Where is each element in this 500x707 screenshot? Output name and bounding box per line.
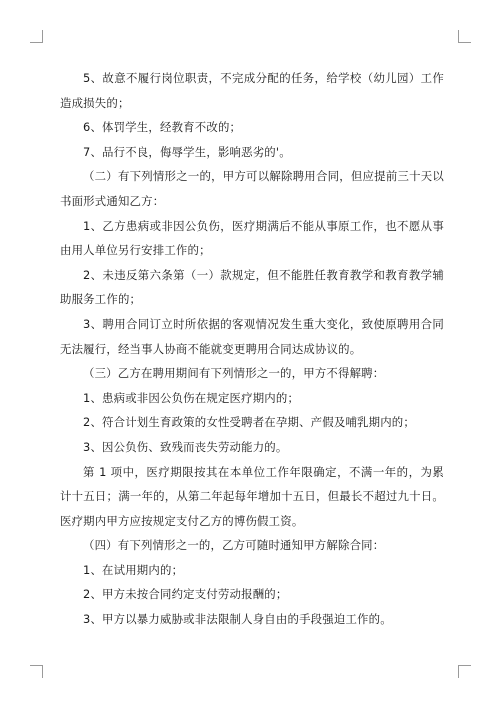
paragraph-item-6: 6、体罚学生，经教育不改的； <box>83 120 242 135</box>
paragraph-s2-item-1: 1、乙方患病或非因公负伤，医疗期满后不能从事原工作，也不愿从事由用人单位另行安排工作的； <box>60 218 444 258</box>
paragraph-s3-item-3: 3、因公负伤、致残而丧失劳动能力的。 <box>83 439 288 454</box>
crop-mark-top-right <box>458 30 471 43</box>
paragraph-s3-item-2: 2、符合计划生育政策的女性受聘者在孕期、产假及哺乳期内的； <box>83 415 415 430</box>
paragraph-s2-item-3: 3、聘用合同订立时所依据的客观情况发生重大变化，致使原聘用合同无法履行，经当事人协商不能就变更聘用合同达成协议的。 <box>60 316 444 356</box>
crop-mark-bottom-left <box>30 665 43 678</box>
paragraph-s2-item-2: 2、未违反第六条第（一）款规定，但不能胜任教育教学和教育教学辅助服务工作的； <box>60 267 444 307</box>
paragraph-s3-item-1: 1、患病或非因公负伤在规定医疗期内的； <box>83 390 300 405</box>
paragraph-medical-period-note: 第 1 项中，医疗期限按其在本单位工作年限确定，不满一年的，为累计十五日；满一年的，从第二年起每年增加十五日，但最长不超过九十日。医疗期内甲方应按规定支付乙方的博伤假工资。 <box>60 464 444 528</box>
paragraph-s4-item-1: 1、在试用期内的； <box>83 562 184 577</box>
crop-mark-top-left <box>30 30 43 43</box>
paragraph-item-5: 5、故意不履行岗位职责，不完成分配的任务，给学校（幼儿园）工作造成损失的； <box>60 71 444 110</box>
section-heading-3: （三）乙方在聘用期间有下列情形之一的，甲方不得解聘： <box>83 366 385 381</box>
paragraph-s4-item-3: 3、甲方以暴力威胁或非法限制人身自由的手段强迫工作的。 <box>83 612 392 627</box>
section-heading-4: （四）有下列情形之一的，乙方可随时通知甲方解除合同： <box>83 538 385 553</box>
paragraph-s4-item-2: 2、甲方未按合同约定支付劳动报酬的； <box>83 587 288 602</box>
document-body <box>60 66 444 632</box>
crop-mark-bottom-right <box>458 665 471 678</box>
section-heading-2: （二）有下列情形之一的，甲方可以解除聘用合同，但应提前三十天以书面形式通知乙方： <box>60 169 444 208</box>
paragraph-item-7: 7、品行不良，侮辱学生，影响恶劣的'。 <box>83 144 291 159</box>
